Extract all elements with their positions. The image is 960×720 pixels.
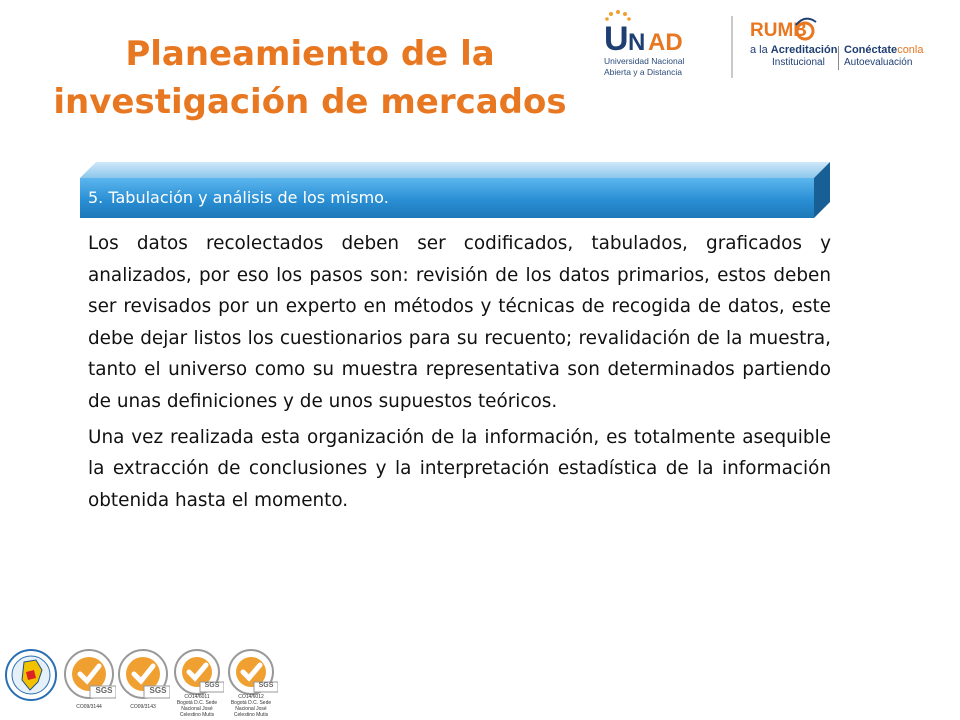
rumbo-acreditacion: a la Acreditación	[750, 44, 838, 56]
cert-code: CO14/6012	[238, 694, 264, 700]
conectate-label: Conéctateconla	[844, 44, 924, 56]
cert-location: Nacional José	[235, 706, 267, 712]
unad-subtitle-2: Abierta y a Distancia	[604, 67, 682, 77]
svg-text:AD: AD	[648, 29, 683, 52]
title-line-2: investigación de mercados	[53, 82, 567, 122]
colombia-map-icon	[4, 648, 58, 702]
page-title	[30, 30, 590, 126]
cert-location: Celestino Mutis	[233, 712, 269, 718]
iso-seal-4	[224, 648, 278, 718]
banner-label: 5. Tabulación y análisis de los mismo.	[88, 188, 389, 207]
title-line-1: Planeamiento de la	[125, 34, 495, 74]
cert-location: Nacional José	[181, 706, 213, 712]
rumbo-institucional: Institucional	[772, 57, 825, 68]
rumbo-separator	[838, 46, 839, 70]
iso-seal-1	[62, 648, 116, 718]
sgs-label: SGS	[258, 682, 274, 689]
rumbo-word: RUMB	[750, 20, 807, 41]
unad-subtitle-1: Universidad Nacional	[604, 56, 685, 66]
iso-seal-3	[170, 648, 224, 718]
sgs-label: SGS	[149, 686, 167, 695]
autoevaluacion-label: Autoevaluación	[844, 57, 913, 68]
certification-seals	[4, 648, 284, 718]
logo-divider	[731, 16, 733, 78]
iso-seal-2	[116, 648, 170, 718]
paragraph-1: Los datos recolectados deben ser codificados, tabulados, graficados y analizados, por eso los pasos son: revisión de los datos primarios, estos deben ser revisados por un experto en métodos y técnicas de recogida de datos, este debe dejar listos los cuestionarios para su recuento; revalidación de la muestra, tanto el universo como su muestra representativa son determinados partiendo de unas definiciones y de unos supuestos teóricos.	[88, 233, 831, 412]
colombia-seal	[4, 648, 58, 718]
body-text	[88, 228, 831, 520]
paragraph-2: Una vez realizada esta organización de la información, es totalmente asequible la extracción de conclusiones y la interpretación estadística de la información obtenida hasta el momento.	[88, 426, 831, 511]
svg-text:U: U	[604, 20, 629, 52]
unad-mark-icon	[598, 8, 700, 52]
svg-text:N: N	[628, 29, 646, 52]
section-banner	[80, 162, 830, 218]
cert-location: Bogotá D.C. Sede	[176, 700, 218, 706]
unad-logo	[598, 8, 700, 88]
sgs-label: SGS	[204, 682, 220, 689]
rumbo-logo	[748, 20, 948, 80]
cert-code: CO09/3144	[76, 704, 102, 710]
sgs-label: SGS	[95, 686, 113, 695]
cert-code: CO14/6011	[184, 694, 210, 700]
cert-location: Celestino Mutis	[179, 712, 215, 718]
cert-location: Bogotá D.C. Sede	[230, 700, 272, 706]
rumbo-o-icon	[792, 16, 818, 42]
cert-code: CO09/3143	[130, 704, 156, 710]
